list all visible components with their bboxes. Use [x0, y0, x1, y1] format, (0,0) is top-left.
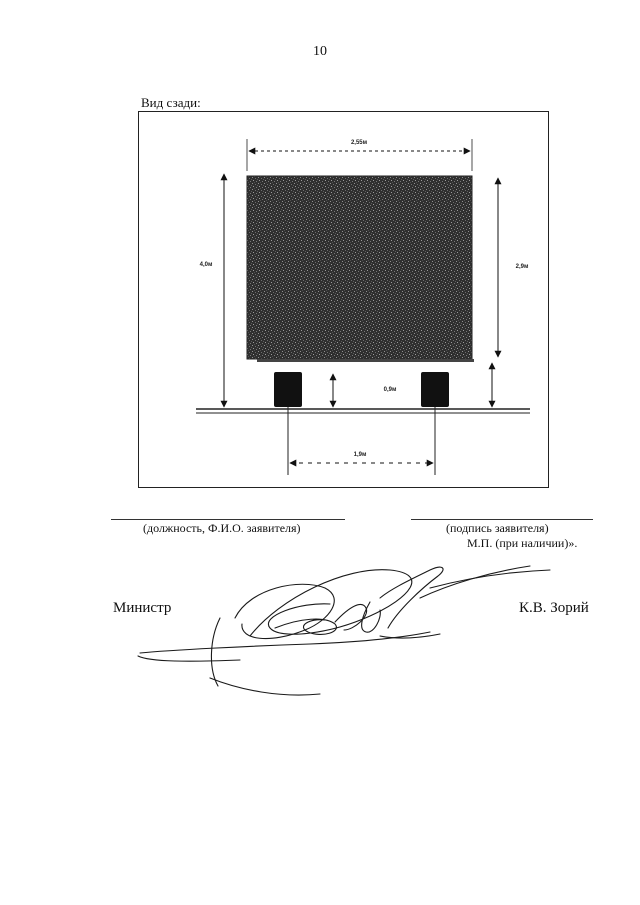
position-name-line [111, 519, 345, 520]
left-wheel [274, 372, 302, 407]
view-caption: Вид сзади: [141, 95, 201, 110]
signatory-name: К.В. Зорий [519, 600, 589, 616]
right-wheel [421, 372, 449, 407]
signature-caption: (подпись заявителя) [446, 521, 549, 535]
signatory-role: Министр [113, 600, 172, 616]
position-name-caption: (должность, Ф.И.О. заявителя) [143, 521, 301, 535]
dim-clearance: 0,9м [383, 387, 397, 393]
dim-wheel-track: 1,9м [353, 452, 367, 458]
rear-view-drawing [138, 111, 549, 488]
handwritten-signature-icon [130, 558, 570, 708]
dim-width-top: 2,55м [350, 140, 368, 146]
dim-height-body: 2,9м [515, 264, 529, 270]
page-number: 10 [313, 44, 327, 59]
signature-line [411, 519, 593, 520]
stamp-caption: М.П. (при наличии)». [467, 536, 578, 550]
trailer-bumper [257, 359, 474, 362]
dim-height-total: 4,0м [199, 262, 213, 268]
